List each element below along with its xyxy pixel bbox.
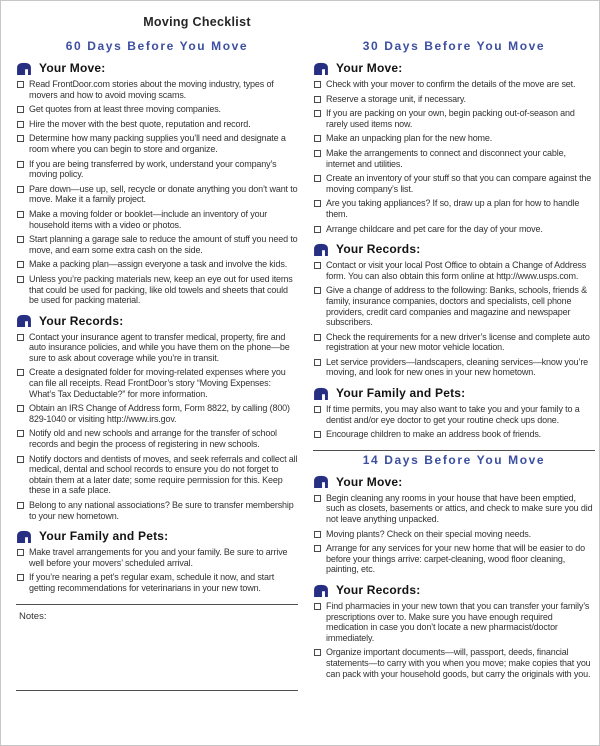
section-header-your-family-and-pets: [313, 386, 595, 400]
checklist-item: [16, 547, 298, 568]
checklist-item: [16, 209, 298, 230]
checklist-item-text: Make a packing plan—assign everyone a task and involve the kids.: [29, 259, 288, 270]
checkbox[interactable]: [17, 549, 24, 556]
checkbox[interactable]: [17, 405, 24, 412]
checklist-item: [313, 148, 595, 169]
checklist-item-text: Make an unpacking plan for the new home.: [326, 133, 493, 144]
checklist-item: [313, 357, 595, 378]
checklist: [16, 79, 298, 306]
section-header-your-move: [313, 61, 595, 75]
checkbox[interactable]: [314, 495, 321, 502]
checklist-item: [313, 543, 595, 575]
checklist-item: [16, 428, 298, 449]
checklist-item-text: Unless you’re packing materials new, keep an eye out for used items that could be used for packing, like old towels and sheets that could be used for packing material.: [29, 273, 293, 306]
checklist-item: [16, 259, 298, 270]
notes-label: Notes:: [19, 610, 47, 622]
checklist-item-text: Arrange childcare and pet care for the day of your move.: [326, 223, 543, 234]
checklist-item: [16, 572, 298, 593]
section-header-your-records: [16, 314, 298, 328]
checklist-item-text: If you are being transferred by work, understand your company’s moving policy.: [29, 158, 277, 180]
checklist-item: [313, 332, 595, 353]
checklist: [16, 332, 298, 522]
checklist-item: [16, 119, 298, 130]
checkbox[interactable]: [314, 603, 321, 610]
column-right: [313, 37, 595, 683]
checkbox[interactable]: [17, 574, 24, 581]
section-title: Your Family and Pets:: [336, 386, 466, 401]
checkbox[interactable]: [17, 334, 24, 341]
checklist-item: [313, 404, 595, 425]
section-header-your-move: [313, 475, 595, 489]
checklist-item-text: If you’re nearing a pet’s regular exam, schedule it now, and start getting recommendations for veterinarians in your new town.: [29, 572, 275, 593]
checklist-item-text: Make a moving folder or booklet—include an inventory of your household items with a video or photos.: [29, 208, 268, 230]
checklist-item: [313, 133, 595, 144]
column-left: [16, 37, 298, 691]
heading-14-days-before-you-move: 14 Days Before You Move: [362, 452, 546, 467]
checklist-item-text: Make travel arrangements for you and your family. Be sure to arrive well before your movers’ scheduled arrival.: [29, 547, 288, 568]
checkbox[interactable]: [17, 430, 24, 437]
checklist-item-text: Read FrontDoor.com stories about the moving industry, types of movers and how to avoid moving scams.: [29, 79, 274, 100]
checkbox[interactable]: [314, 545, 321, 552]
section-title: Your Move:: [336, 61, 403, 75]
checklist-item-text: Reserve a storage unit, if necessary.: [326, 93, 466, 104]
checklist: [313, 404, 595, 440]
checklist-item: [313, 108, 595, 129]
checklist-item: [313, 79, 595, 90]
checkbox[interactable]: [314, 262, 321, 269]
checklist-item-text: Create a designated folder for moving-related expenses where you can file all receipts. Read FrontDoor’s story “Moving Expenses: What’s Tax Deductable?” for more information.: [29, 367, 286, 399]
checklist-item: [16, 500, 298, 521]
section-header-your-family-and-pets: [16, 529, 298, 543]
house-icon: [313, 243, 329, 256]
checklist-item-text: Hire the mover with the best quote, reputation and record.: [29, 118, 251, 129]
heading-60-days-before-you-move: 60 Days Before You Move: [65, 39, 249, 53]
checklist-item: [313, 173, 595, 194]
checklist-item: [313, 601, 595, 643]
checklist-item-text: Let service providers—landscapers, cleaning services—know you’re moving, and look for new ones in your new hometown.: [326, 356, 589, 378]
page-title: Moving Checklist: [143, 15, 251, 29]
checklist: [313, 493, 595, 575]
checklist-item: [16, 133, 298, 154]
checklist-item-text: If time permits, you may also want to take you and your family to a dentist and/or eye doctor to get your routine check ups done.: [326, 404, 580, 425]
checklist-item-text: Pare down—use up, sell, recycle or donate anything you don’t want to move. Make it a family project.: [29, 183, 298, 205]
checklist-item-text: Contact your insurance agent to transfer medical, property, fire and auto insurance policies, and while you have them on the phone—be sure to ask about coverage while you’re in transit.: [29, 331, 290, 363]
notes-writing-space: [16, 624, 298, 680]
checklist-item-text: Give a change of address to the following: Banks, schools, friends & family, insurance companies, doctors and specialists, cell phone providers, credit card companies and magazine and newspaper subscribers.: [326, 285, 587, 328]
house-icon: [313, 584, 329, 597]
house-icon: [313, 387, 329, 400]
checklist-item: [313, 429, 595, 440]
house-icon: [16, 314, 32, 327]
divider-line: [16, 604, 298, 605]
checklist-item-text: Encourage children to make an address book of friends.: [326, 429, 542, 440]
checklist-item: [16, 403, 298, 424]
divider-line: [16, 690, 298, 691]
house-icon: [313, 62, 329, 75]
checkbox[interactable]: [314, 110, 321, 117]
checklist-item-text: Check the requirements for a new driver’s license and complete auto registration at your new motor vehicle location.: [326, 331, 590, 353]
checklist-item-text: Check with your mover to confirm the details of the move are set.: [326, 79, 576, 89]
checkbox[interactable]: [314, 334, 321, 341]
checklist-item: [313, 493, 595, 525]
notes-area: [16, 611, 298, 680]
checklist-item: [16, 79, 298, 100]
checklist-item-text: Determine how many packing supplies you’ll need and designate a room where you can begin to store and organize.: [29, 133, 286, 154]
checklist-item-text: Make the arrangements to connect and disconnect your cable, internet and utilities.: [326, 147, 566, 169]
checklist-item: [313, 198, 595, 219]
house-icon: [16, 62, 32, 75]
section-header-your-records: [313, 583, 595, 597]
checklist-item: [313, 285, 595, 327]
checklist: [313, 79, 595, 234]
checkbox[interactable]: [17, 161, 24, 168]
section-title: Your Move:: [39, 61, 106, 75]
checkbox[interactable]: [17, 261, 24, 268]
section-title: Your Family and Pets:: [39, 529, 169, 544]
checkbox[interactable]: [17, 211, 24, 218]
checklist-item: [313, 529, 595, 540]
checkbox[interactable]: [17, 106, 24, 113]
checklist-item: [16, 184, 298, 205]
checklist-item-text: Contact or visit your local Post Office to obtain a Change of Address form. You can also obtain this form online at http://www.usps.com.: [326, 260, 587, 281]
checklist-item-text: Are you taking appliances? If so, draw up a plan for how to handle them.: [326, 198, 580, 219]
checklist-item: [16, 367, 298, 399]
checklist: [313, 260, 595, 378]
checklist-item-text: Notify old and new schools and arrange for the transfer of school records and begin the process of registering in new schools.: [29, 428, 277, 450]
checklist-item: [313, 94, 595, 105]
checklist-item-text: Organize important documents—will, passport, deeds, financial statements—to carry with you when you move; make copies that you can pack with your household goods, but carry the originals with you.: [326, 647, 591, 679]
checkbox[interactable]: [17, 236, 24, 243]
checkbox[interactable]: [17, 276, 24, 283]
checkbox[interactable]: [314, 531, 321, 538]
checkbox[interactable]: [314, 175, 321, 182]
checkbox[interactable]: [314, 287, 321, 294]
checklist-item-text: If you are packing on your own, begin packing out-of-season and rarely used items now.: [326, 108, 575, 129]
checklist-item: [16, 274, 298, 306]
house-icon: [16, 530, 32, 543]
section-title: Your Records:: [39, 313, 124, 328]
checkbox[interactable]: [314, 200, 321, 207]
house-icon: [313, 475, 329, 488]
checkbox[interactable]: [17, 369, 24, 376]
section-title: Your Records:: [336, 242, 421, 257]
checklist-item: [16, 104, 298, 115]
checkbox[interactable]: [17, 502, 24, 509]
checklist-item-text: Get quotes from at least three moving companies.: [29, 104, 221, 115]
checklist-item: [313, 260, 595, 281]
checkbox[interactable]: [17, 186, 24, 193]
heading-30-days-before-you-move: 30 Days Before You Move: [362, 39, 546, 53]
checklist-item-text: Find pharmacies in your new town that you can transfer your family’s prescriptions over to. Make sure you have enough required medication in case you don’t locate a new pharmacist/doctor immediately.: [326, 601, 590, 643]
checklist: [313, 601, 595, 679]
checklist-item-text: Arrange for any services for your new home that will be easier to do before your things arrive: carpet-cleaning, wood floor cleaning, painting, etc.: [326, 543, 585, 575]
divider-line: [313, 450, 595, 451]
checkbox[interactable]: [314, 81, 321, 88]
section-header-your-move: [16, 61, 298, 75]
checklist-item: [16, 332, 298, 364]
checklist-item: [313, 647, 595, 679]
checklist-item-text: Start planning a garage sale to reduce the amount of stuff you need to move, and earn some extra cash on the side.: [29, 234, 298, 255]
checklist: [16, 547, 298, 593]
section-header-your-records: [313, 242, 595, 256]
checkbox[interactable]: [314, 135, 321, 142]
checkbox[interactable]: [314, 96, 321, 103]
checkbox[interactable]: [314, 226, 321, 233]
checklist-item-text: Begin cleaning any rooms in your house that have been emptied, such as closets, basements or attics, and check to make sure you did not leave anything unpacked.: [326, 492, 593, 525]
checklist-item-text: Create an inventory of your stuff so that you can compare against the moving company’s list.: [326, 173, 592, 194]
checkbox[interactable]: [17, 121, 24, 128]
section-title: Your Records:: [336, 583, 421, 597]
checkbox[interactable]: [314, 406, 321, 413]
checklist-item: [16, 234, 298, 255]
checklist-item-text: Moving plants? Check on their special moving needs.: [326, 528, 531, 539]
checklist-item: [16, 159, 298, 180]
checkbox[interactable]: [314, 649, 321, 656]
checklist-item-text: Notify doctors and dentists of moves, and seek referrals and collect all medical, dental and school records to ensure you do not forget to obtain them at a later date; some require permission for this. Keep these in a safe place.: [29, 453, 298, 496]
checkbox[interactable]: [17, 456, 24, 463]
checkbox[interactable]: [314, 359, 321, 366]
checkbox[interactable]: [314, 150, 321, 157]
checkbox[interactable]: [17, 81, 24, 88]
checklist-item: [313, 224, 595, 235]
checklist-item-text: Obtain an IRS Change of Address form, Form 8822, by calling (800) 829-1040 or visiting http://www.irs.gov.: [29, 403, 290, 424]
checklist-item-text: Belong to any national associations? Be sure to transfer membership to your new hometown.: [29, 500, 294, 521]
checkbox[interactable]: [314, 431, 321, 438]
checkbox[interactable]: [17, 135, 24, 142]
checklist-item: [16, 454, 298, 496]
section-title: Your Move:: [336, 474, 403, 489]
